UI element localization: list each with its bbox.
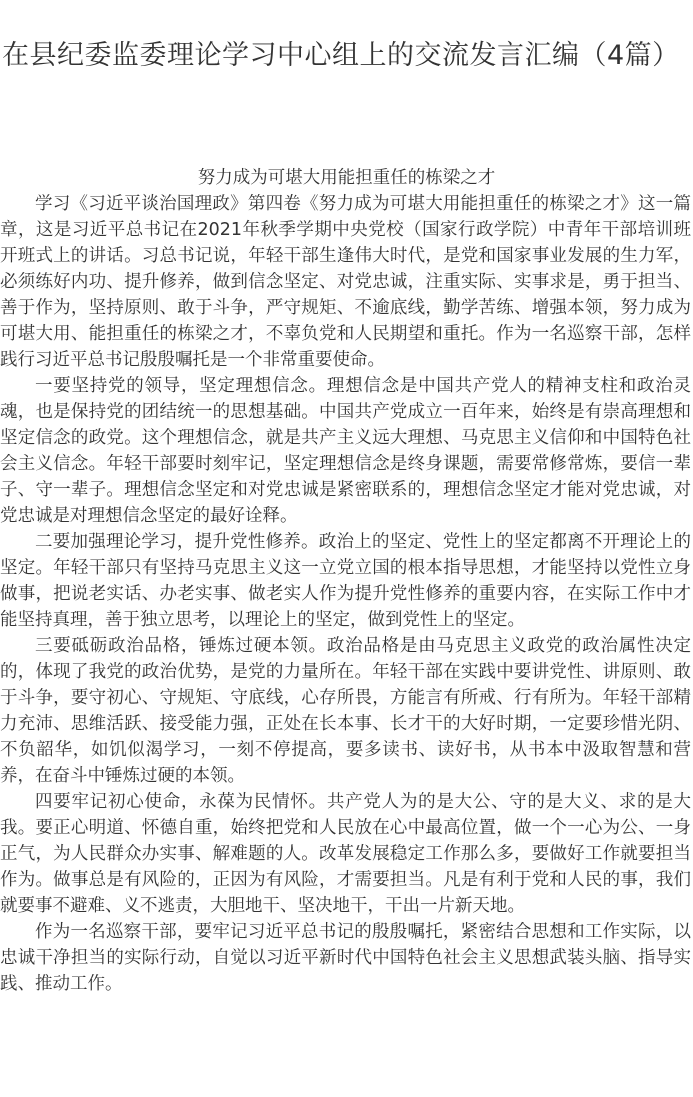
article-heading: 努力成为可堪大用能担重任的栋梁之才	[197, 168, 496, 188]
article-body	[0, 165, 693, 997]
document-title: 在县纪委监委理论学习中心组上的交流发言汇编（4篇）	[2, 40, 680, 71]
paragraph: 二要加强理论学习，提升党性修养。政治上的坚定、党性上的坚定都离不开理论上的坚定。年轻干部只有坚持马克思主义这一立党立国的根本指导思想，才能坚持以党性立身做事，把说老实话、办老实事、做老实人作为提升党性修养的重要内容，在实际工作中才能坚持真理，善于独立思考，以理论上的坚定，做到党性上的坚定。	[0, 532, 691, 630]
paragraph: 一要坚持党的领导，坚定理想信念。理想信念是中国共产党人的精神支柱和政治灵魂，也是保持党的团结统一的思想基础。中国共产党成立一百年来，始终是有崇高理想和坚定信念的政党。这个理想信念，就是共产主义远大理想、马克思主义信仰和中国特色社会主义信念。年轻干部要时刻牢记，坚定理想信念是终身课题，需要常修常炼，要信一辈子、守一辈子。理想信念坚定和对党忠诚是紧密联系的，理想信念坚定才能对党忠诚，对党忠诚是对理想信念坚定的最好诠释。	[0, 376, 691, 526]
paragraph: 学习《习近平谈治国理政》第四卷《努力成为可堪大用能担重任的栋梁之才》这一篇章，这是习近平总书记在2021年秋季学期中央党校（国家行政学院）中青年干部培训班开班式上的讲话。习总书记说，年轻干部生逢伟大时代，是党和国家事业发展的生力军，必须练好内功、提升修养，做到信念坚定、对党忠诚，注重实际、实事求是，勇于担当、善于作为，坚持原则、敢于斗争，严守规矩、不逾底线，勤学苦练、增强本领，努力成为可堪大用、能担重任的栋梁之才，不辜负党和人民期望和重托。作为一名巡察干部，怎样践行习近平总书记殷殷嘱托是一个非常重要使命。	[0, 194, 691, 370]
paragraph: 作为一名巡察干部，要牢记习近平总书记的殷殷嘱托，紧密结合思想和工作实际，以忠诚干净担当的实际行动，自觉以习近平新时代中国特色社会主义思想武装头脑、指导实践、推动工作。	[0, 922, 691, 994]
paragraph: 三要砥砺政治品格，锤炼过硬本领。政治品格是由马克思主义政党的政治属性决定的，体现了我党的政治优势，是党的力量所在。年轻干部在实践中要讲党性、讲原则、敢于斗争，要守初心、守规矩、守底线，心存所畏，方能言有所戒、行有所为。年轻干部精力充沛、思维活跃、接受能力强，正处在长本事、长才干的大好时期，一定要珍惜光阴、不负韶华，如饥似渴学习，一刻不停提高，要多读书、读好书，从书本中汲取智慧和营养，在奋斗中锤炼过硬的本领。	[0, 636, 691, 786]
paragraph: 四要牢记初心使命，永葆为民情怀。共产党人为的是大公、守的是大义、求的是大我。要正心明道、怀德自重，始终把党和人民放在心中最高位置，做一个一心为公、一身正气，为人民群众办实事、解难题的人。改革发展稳定工作那么多，要做好工作就要担当作为。做事总是有风险的，正因为有风险，才需要担当。凡是有利于党和人民的事，我们就要事不避难、义不逃责，大胆地干、坚决地干，干出一片新天地。	[0, 792, 691, 916]
